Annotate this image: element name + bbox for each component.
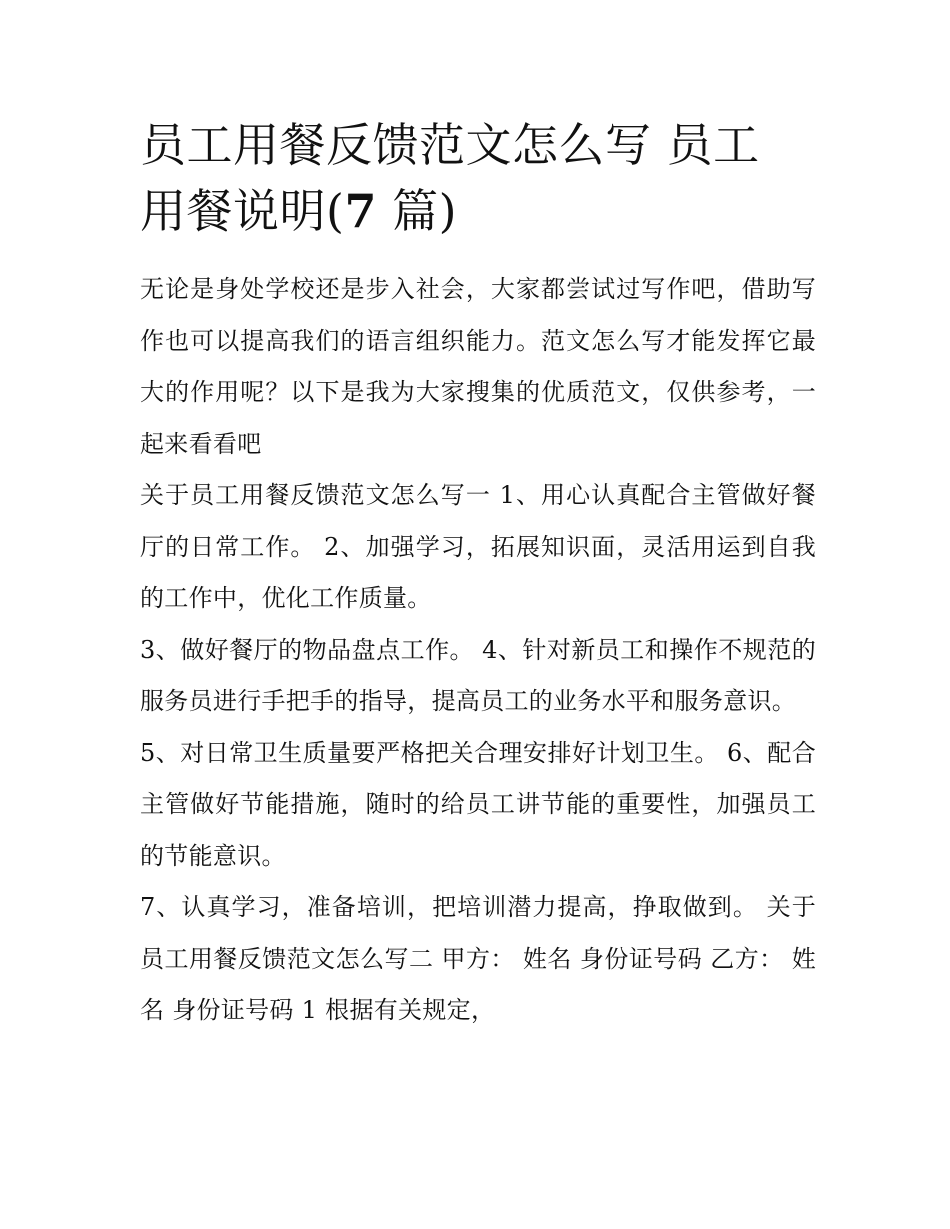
document-title [140,112,816,244]
paragraph-3: 5、对日常卫生质量要严格把关合理安排好计划卫生。 6、配合主管做好节能措施，随时的给员工讲节能的重要性，加强员工的节能意识。 [140,738,816,870]
title-count: 7 [344,184,377,238]
document-body [140,112,816,1037]
title-line-2-suffix: 篇) [376,184,458,238]
paragraph-4: 7、认真学习，准备培训，把培训潜力提高，挣取做到。 关于员工用餐反馈范文怎么写二 甲方： 姓名 身份证号码 乙方： 姓名 身份证号码 1 根据有关规定， [140,893,816,1024]
title-line-1: 员工用餐反馈范文怎么写 员工 [140,118,760,172]
intro-paragraph: 无论是身处学校还是步入社会，大家都尝试过写作吧，借助写作也可以提高我们的语言组织能力。范文怎么写才能发挥它最大的作用呢？以下是我为大家搜集的优质范文，仅供参考，一起来看看吧 [140,275,816,458]
paragraph-1: 关于员工用餐反馈范文怎么写一 1、用心认真配合主管做好餐厅的日常工作。 2、加强学习，拓展知识面，灵活用运到自我的工作中，优化工作质量。 [140,481,816,612]
paragraph-2: 3、做好餐厅的物品盘点工作。 4、针对新员工和操作不规范的服务员进行手把手的指导，提高员工的业务水平和服务意识。 [140,635,816,715]
title-line-2-prefix: 用餐说明( [140,184,345,238]
